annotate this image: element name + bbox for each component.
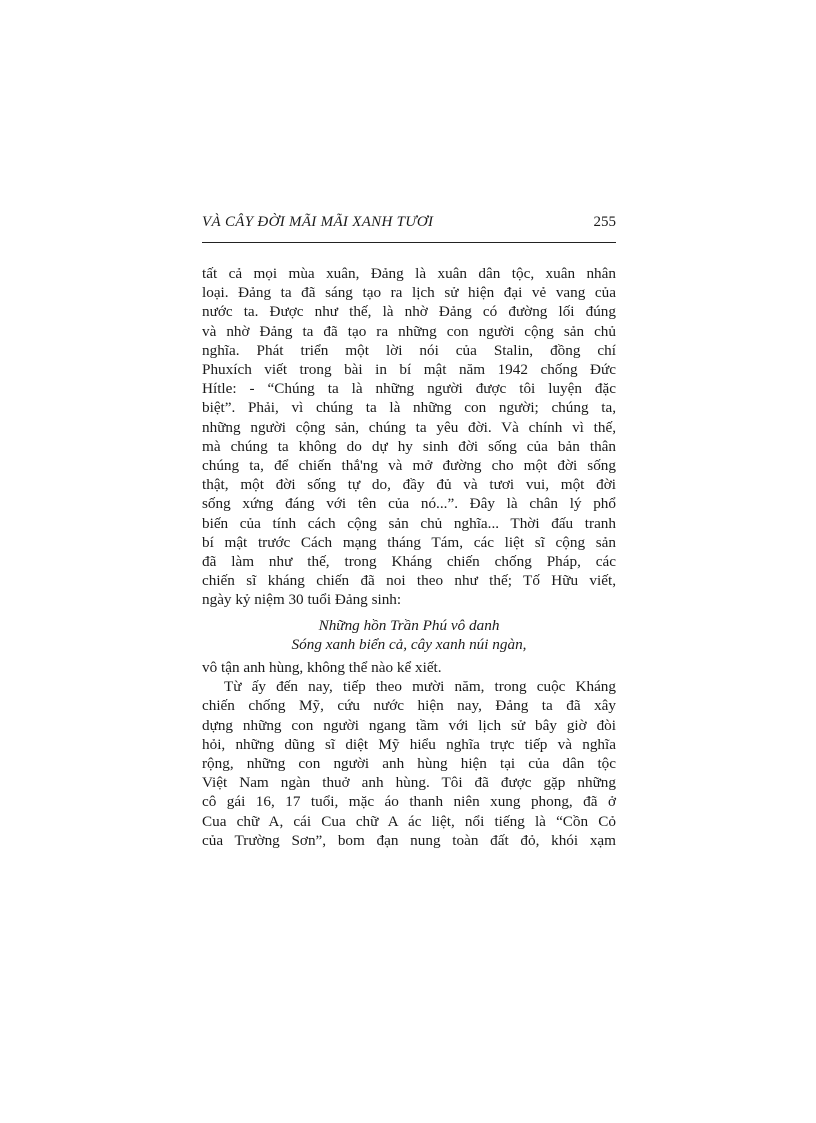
text-line: những người cộng sản, chúng ta yêu đời. Và chính vì thế, — [202, 418, 616, 436]
text-line: rộng, những con người anh hùng hiện tại của dân tộc — [202, 755, 616, 773]
paragraph-3 — [202, 677, 616, 850]
paragraph-1 — [202, 264, 616, 610]
text-line: sống xứng đáng với tên của nó...”. Đây là chân lý phổ — [202, 495, 616, 513]
running-title: VÀ CÂY ĐỜI MÃI MÃI XANH TƯƠI — [202, 214, 434, 230]
verse-line: Những hồn Trần Phú vô danh — [318, 616, 500, 634]
text-line: nghĩa. Phát triển một lời nói của Stalin, đồng chí — [202, 341, 616, 359]
text-line: Việt Nam ngàn thuở anh hùng. Tôi đã được gặp những — [202, 774, 616, 792]
text-line: loại. Đảng ta đã sáng tạo ra lịch sử hiện đại vẻ vang của — [202, 284, 616, 302]
page-header — [202, 214, 616, 243]
text-line: nước ta. Được như thế, là nhờ Đảng có đường lối đúng — [202, 303, 616, 321]
paragraph-2 — [202, 658, 616, 677]
text-line: Phuxích viết trong bài in bí mật năm 1942 chống Đức — [202, 361, 616, 379]
text-line: của Trường Sơn”, bom đạn nung toàn đất đỏ, khói xạm — [202, 831, 616, 849]
text-line: cô gái 16, 17 tuổi, mặc áo thanh niên xung phong, đã ở — [202, 793, 616, 811]
text-line: đã làm như thế, trong Kháng chiến chống Pháp, các — [202, 553, 616, 571]
text-line: chiến chống Mỹ, cứu nước hiện nay, Đảng ta đã xây — [202, 697, 616, 715]
text-line: mà chúng ta không do dự hy sinh đời sống của bản thân — [202, 437, 616, 455]
text-line: dựng những con người ngang tầm với lịch sử bây giờ đòi — [202, 716, 616, 734]
text-line: chiến sĩ kháng chiến đã noi theo như thế; Tố Hữu viết, — [202, 572, 616, 590]
verse-quote — [202, 616, 616, 654]
text-line: vô tận anh hùng, không thể nào kể xiết. — [202, 659, 442, 677]
page-number: 255 — [593, 214, 616, 230]
text-line: biệt”. Phải, vì chúng ta là những con người; chúng ta, — [202, 399, 616, 417]
text-line: hỏi, những dũng sĩ diệt Mỹ hiểu nghĩa trực tiếp và nghĩa — [202, 735, 616, 753]
text-line: biến của tính cách cộng sản chủ nghĩa... Thời đấu tranh — [202, 514, 616, 532]
text-line: thật, một đời sống tự do, đầy đủ và tươi vui, một đời — [202, 476, 616, 494]
body-text — [202, 264, 616, 850]
text-line: chúng ta, để chiến thắ'ng và mở đường cho một đời sống — [202, 457, 616, 475]
text-line: Hítle: - “Chúng ta là những người được tôi luyện đặc — [202, 380, 616, 398]
text-line: Cua chữ A, cái Cua chữ A ác liệt, nổi tiếng là “Cồn Cỏ — [202, 812, 616, 830]
text-line: tất cả mọi mùa xuân, Đảng là xuân dân tộc, xuân nhân — [202, 265, 616, 282]
text-line: Từ ấy đến nay, tiếp theo mười năm, trong cuộc Kháng — [224, 678, 616, 696]
text-line: ngày kỷ niệm 30 tuổi Đảng sinh: — [202, 591, 402, 609]
verse-line: Sóng xanh biển cả, cây xanh núi ngàn, — [291, 635, 527, 653]
text-line: bí mật trước Cách mạng tháng Tám, các liệt sĩ cộng sản — [202, 533, 616, 551]
text-line: và nhờ Đảng ta đã tạo ra những con người cộng sản chủ — [202, 322, 616, 340]
